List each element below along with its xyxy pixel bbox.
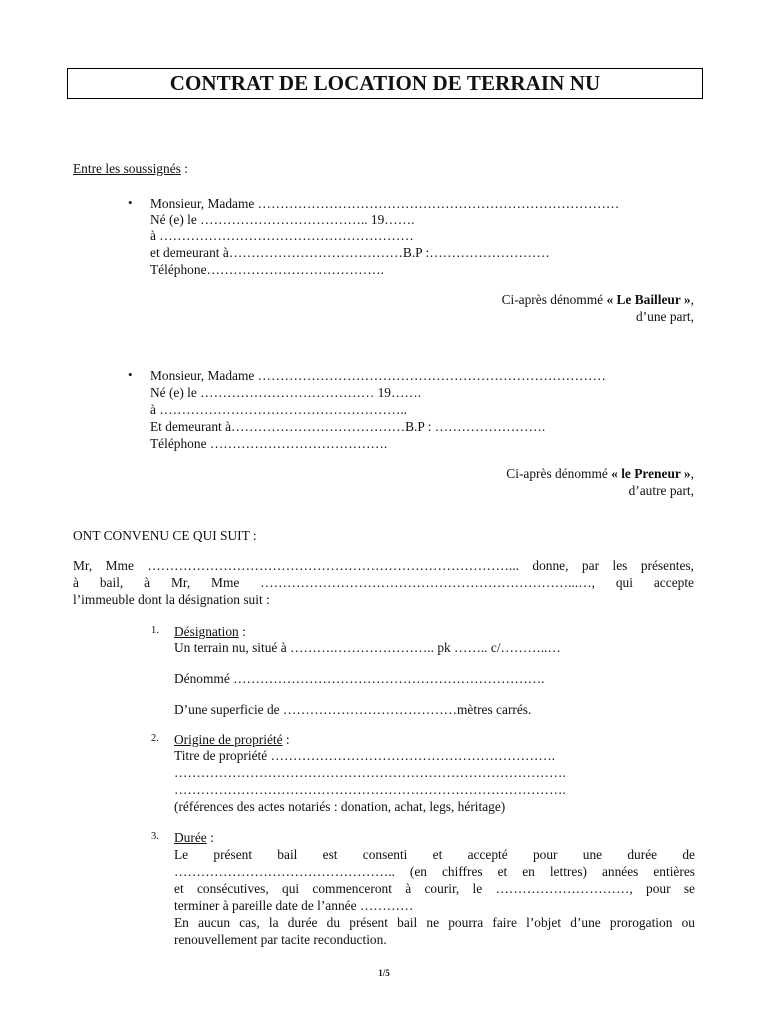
party2-line4: Et demeurant à…………………………………B.P : ……………………. bbox=[150, 419, 546, 434]
preneur-name: « le Preneur » bbox=[611, 466, 691, 481]
party1-line3: à ………………………………………………… bbox=[150, 228, 414, 243]
section3-line4: terminer à pareille date de l’année ………… bbox=[174, 898, 414, 913]
intro-colon: : bbox=[180, 161, 188, 176]
intro-label: Entre les soussignés bbox=[73, 161, 181, 176]
designation-suffix: , bbox=[690, 292, 694, 307]
section1-title: Désignation bbox=[174, 624, 239, 639]
party1-designation bbox=[502, 291, 694, 308]
section1-heading bbox=[174, 623, 246, 640]
section2-line1: Titre de propriété ………………………………………………………. bbox=[174, 748, 556, 763]
bailleur-name: « Le Bailleur » bbox=[606, 292, 691, 307]
section3-line3: et consécutives, qui commenceront à courir, le …………………………, pour se bbox=[174, 881, 695, 896]
preamble-line2: à bail, à Mr, Mme ……………………………………………………………...…, qui accepte bbox=[73, 575, 694, 590]
designation-prefix: Ci-après dénommé bbox=[506, 466, 612, 481]
party1-line4: et demeurant à…………………………………B.P :……………………… bbox=[150, 245, 550, 260]
section2-title: Origine de propriété bbox=[174, 732, 283, 747]
party1-line1: Monsieur, Madame ……………………………………………………………………… bbox=[150, 196, 620, 211]
bullet-party1: • bbox=[128, 195, 133, 210]
section2-number: 2. bbox=[151, 733, 159, 744]
section1-line2: Dénommé ……………………………………………………………. bbox=[174, 671, 545, 686]
party2-line1: Monsieur, Madame …………………………………………………………………… bbox=[150, 368, 606, 383]
section3-number: 3. bbox=[151, 831, 159, 842]
heading-colon: : bbox=[206, 830, 214, 845]
party2-line3: à ……………………………………………….. bbox=[150, 402, 408, 417]
section3-line6: renouvellement par tacite reconduction. bbox=[174, 932, 387, 947]
section2-line4: (références des actes notariés : donation, achat, legs, héritage) bbox=[174, 799, 506, 814]
designation-prefix: Ci-après dénommé bbox=[501, 292, 607, 307]
designation-suffix: , bbox=[690, 466, 694, 481]
party2-part: d’autre part, bbox=[628, 483, 694, 498]
heading-colon: : bbox=[282, 732, 290, 747]
section3-line5: En aucun cas, la durée du présent bail ne pourra faire l’objet d’une prorogation ou bbox=[174, 915, 695, 930]
party2-line2: Né (e) le ………………………………… 19……. bbox=[150, 385, 422, 400]
section3-heading bbox=[174, 829, 214, 846]
section1-line1: Un terrain nu, situé à ……….………………….. pk …….. c/………..… bbox=[174, 640, 561, 655]
bullet-party2: • bbox=[128, 367, 133, 382]
party1-line2: Né (e) le ……………………………….. 19……. bbox=[150, 212, 415, 227]
section2-heading bbox=[174, 731, 290, 748]
preamble-line3: l’immeuble dont la désignation suit : bbox=[73, 592, 270, 607]
party2-line5: Téléphone …………………………………. bbox=[150, 436, 388, 451]
preamble-line1: Mr, Mme ………………………………………………………………………... donne, par les présentes, bbox=[73, 558, 694, 573]
section3-line2: ………………………………………….. (en chiffres et en lettres) années entières bbox=[174, 864, 695, 879]
party1-part: d’une part, bbox=[635, 309, 694, 324]
party2-designation bbox=[506, 465, 694, 482]
page-number: 1/5 bbox=[378, 968, 390, 978]
section1-line3: D’une superficie de …………………………………mètres carrés. bbox=[174, 702, 532, 717]
intro-line bbox=[73, 160, 188, 177]
section3-line1: Le présent bail est consenti et accepté pour une durée de bbox=[174, 847, 695, 862]
party1-line5: Téléphone…………………………………. bbox=[150, 262, 384, 277]
document-title: CONTRAT DE LOCATION DE TERRAIN NU bbox=[67, 68, 703, 99]
section1-number: 1. bbox=[151, 625, 159, 636]
agreement-heading: ONT CONVENU CE QUI SUIT : bbox=[73, 528, 257, 543]
section2-line3: ……………………………………………………………………………. bbox=[174, 782, 566, 797]
heading-colon: : bbox=[238, 624, 246, 639]
section2-line2: ……………………………………………………………………………. bbox=[174, 765, 566, 780]
section3-title: Durée bbox=[174, 830, 207, 845]
